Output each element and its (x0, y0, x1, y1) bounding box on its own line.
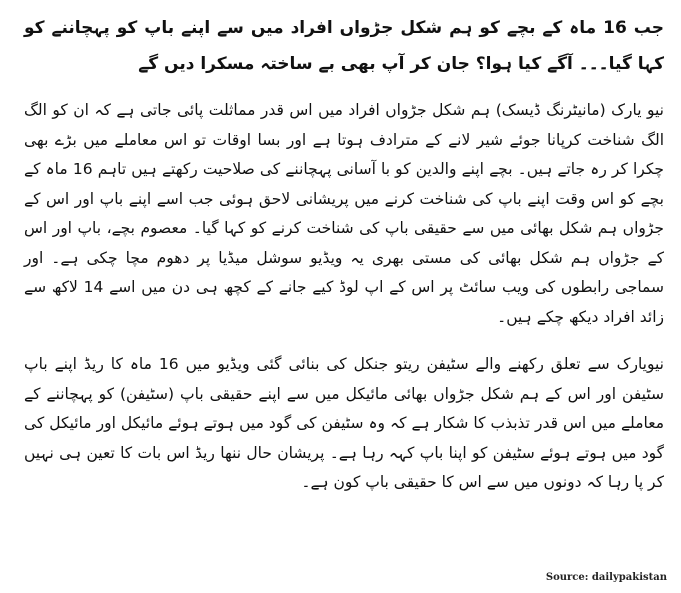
paragraph-2: نیویارک سے تعلق رکھنے والے سٹیفن ریتو جنکل کی بنائی گئی ویڈیو میں 16 ماہ کا ریڈ اپنے باپ سٹیفن اور اس کے ہم شکل جڑواں بھائی مائیکل میں سے اپنے حقیقی باپ (سٹیفن) کو پہچاننے کے معاملے میں اس قدر تذبذب کا شکار ہے کہ وہ سٹیفن کی گود میں ہوتے ہوئے مائیکل اور مائیکل کی گود میں ہوتے ہوئے سٹیفن کو اپنا باپ کہہ رہا ہے۔ پریشان حال ننھا ریڈ اس بات کا تعین ہی نہیں کر پا رہا کہ دونوں میں سے اس کا حقیقی باپ کون ہے۔ (24, 355, 664, 491)
paragraph-1: نیو یارک (مانیٹرنگ ڈیسک) ہم شکل جڑواں افراد میں اس قدر مماثلت پائی جاتی ہے کہ ان کو الگ الگ شناخت کرپانا جوئے شیر لانے کے مترادف ہوتا ہے اور بسا اوقات تو اس معاملے میں بڑے بھی چکرا کر رہ جاتے ہیں۔ بچے اپنے والدین کو با آسانی پہچاننے کی صلاحیت رکھتے ہیں تاہم 16 ماہ کے بچے کو اس وقت اپنے باپ کی شناخت کرنے میں پریشانی لاحق ہوئی جب اسے اپنے باپ اور اس کے جڑواں ہم شکل بھائی میں سے حقیقی باپ کی شناخت کرنے کو کہا گیا۔ معصوم بچے، باپ اور اس کے جڑواں ہم شکل بھائی کی مستی بھری یہ ویڈیو سوشل میڈیا پر دھوم مچا چکی ہے۔ اور سماجی رابطوں کی ویب سائٹ پر اس کے اپ لوڈ کیے جانے کے کچھ ہی دن میں اسے 14 لاکھ سے زائد افراد دیکھ چکے ہیں۔ (24, 101, 664, 326)
source-credit: Source: dailypakistan (545, 572, 667, 583)
article (24, 10, 664, 516)
headline: جب 16 ماہ کے بچے کو ہم شکل جڑواں افراد میں سے اپنے باپ کو پہچاننے کو کہا گیا۔۔۔ آگے کیا ہوا؟ جان کر آپ بھی بے ساختہ مسکرا دیں گے (24, 18, 665, 74)
